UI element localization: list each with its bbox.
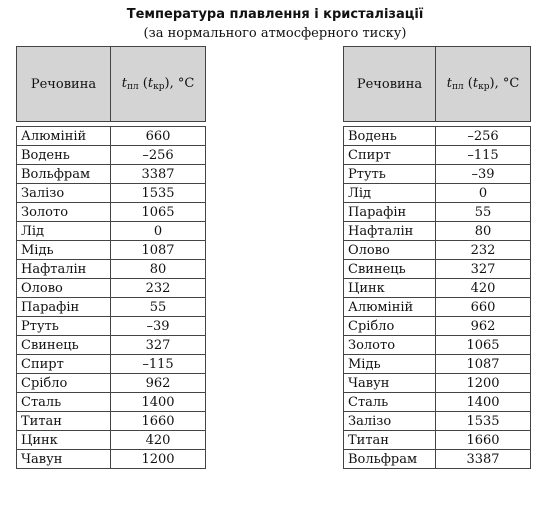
table-header-row — [17, 47, 206, 122]
temperature-cell: 1065 — [111, 203, 206, 222]
substance-cell: Нафталін — [17, 260, 111, 279]
substance-cell: Сталь — [344, 393, 436, 412]
temperature-cell: 1065 — [436, 336, 531, 355]
temperature-cell: –39 — [111, 317, 206, 336]
page-subtitle: (за нормального атмосферного тиску) — [143, 26, 407, 41]
substance-cell: Лід — [344, 184, 436, 203]
substance-cell: Вольфрам — [344, 450, 436, 469]
table-row — [17, 127, 206, 146]
melting-table-alphabetical — [16, 46, 206, 469]
table-row — [17, 336, 206, 355]
table-row — [17, 431, 206, 450]
temperature-cell: 1400 — [436, 393, 531, 412]
substance-cell: Вольфрам — [17, 165, 111, 184]
temperature-cell: 55 — [436, 203, 531, 222]
temperature-cell: 962 — [436, 317, 531, 336]
substance-cell: Парафін — [17, 298, 111, 317]
table-row — [344, 393, 531, 412]
table-body — [344, 127, 531, 469]
temperature-cell: 327 — [436, 260, 531, 279]
temperature-cell: 1660 — [111, 412, 206, 431]
table-row — [17, 260, 206, 279]
table-row — [344, 146, 531, 165]
column-header-temperature: $t_{пл}$ $(t_{кр})$, °C — [111, 47, 206, 122]
table-body — [17, 127, 206, 469]
table-row — [344, 203, 531, 222]
substance-cell: Золото — [344, 336, 436, 355]
substance-cell: Ртуть — [344, 165, 436, 184]
table-row — [17, 241, 206, 260]
substance-cell: Алюміній — [17, 127, 111, 146]
table-row — [344, 279, 531, 298]
substance-cell: Олово — [17, 279, 111, 298]
table-row — [17, 374, 206, 393]
table-row — [344, 336, 531, 355]
substance-cell: Титан — [344, 431, 436, 450]
temperature-cell: 1200 — [436, 374, 531, 393]
substance-cell: Цинк — [344, 279, 436, 298]
table-row — [344, 184, 531, 203]
temperature-cell: 420 — [111, 431, 206, 450]
temperature-cell: 1087 — [111, 241, 206, 260]
temperature-cell: 1400 — [111, 393, 206, 412]
substance-cell: Свинець — [344, 260, 436, 279]
table-row — [17, 393, 206, 412]
temperature-cell: –256 — [436, 127, 531, 146]
substance-cell: Титан — [17, 412, 111, 431]
temperature-cell: –256 — [111, 146, 206, 165]
table-row — [17, 222, 206, 241]
temperature-cell: 1535 — [111, 184, 206, 203]
column-header-substance: Речовина — [344, 47, 436, 122]
table-row — [344, 241, 531, 260]
temperature-cell: 80 — [436, 222, 531, 241]
substance-cell: Свинець — [17, 336, 111, 355]
temperature-cell: 420 — [436, 279, 531, 298]
temperature-cell: 55 — [111, 298, 206, 317]
table-row — [344, 298, 531, 317]
substance-cell: Ртуть — [17, 317, 111, 336]
table-row — [344, 260, 531, 279]
table-row — [17, 450, 206, 469]
substance-cell: Цинк — [17, 431, 111, 450]
temperature-cell: 962 — [111, 374, 206, 393]
table-row — [17, 184, 206, 203]
table-row — [344, 374, 531, 393]
temperature-cell: 1660 — [436, 431, 531, 450]
temperature-cell: –115 — [111, 355, 206, 374]
substance-cell: Спирт — [344, 146, 436, 165]
table-row — [344, 431, 531, 450]
temperature-cell: –115 — [436, 146, 531, 165]
table-row — [17, 412, 206, 431]
substance-cell: Залізо — [17, 184, 111, 203]
table-header-row — [344, 47, 531, 122]
substance-cell: Олово — [344, 241, 436, 260]
substance-cell: Лід — [17, 222, 111, 241]
temperature-cell: 327 — [111, 336, 206, 355]
temperature-cell: 660 — [111, 127, 206, 146]
substance-cell: Спирт — [17, 355, 111, 374]
table-row — [344, 412, 531, 431]
substance-cell: Мідь — [344, 355, 436, 374]
substance-cell: Срібло — [344, 317, 436, 336]
substance-cell: Мідь — [17, 241, 111, 260]
temperature-cell: 80 — [111, 260, 206, 279]
table-row — [344, 165, 531, 184]
substance-cell: Чавун — [344, 374, 436, 393]
substance-cell: Чавун — [17, 450, 111, 469]
page-title: Температура плавлення і кристалізації — [126, 7, 424, 22]
substance-cell: Сталь — [17, 393, 111, 412]
substance-cell: Водень — [17, 146, 111, 165]
temperature-cell: 3387 — [111, 165, 206, 184]
substance-cell: Залізо — [344, 412, 436, 431]
table-row — [17, 165, 206, 184]
column-header-substance: Речовина — [17, 47, 111, 122]
table-row — [344, 222, 531, 241]
substance-cell: Парафін — [344, 203, 436, 222]
temperature-cell: 3387 — [436, 450, 531, 469]
temperature-cell: 232 — [111, 279, 206, 298]
substance-cell: Водень — [344, 127, 436, 146]
temperature-cell: –39 — [436, 165, 531, 184]
table-row — [17, 146, 206, 165]
substance-cell: Нафталін — [344, 222, 436, 241]
table-row — [17, 279, 206, 298]
temperature-cell: 660 — [436, 298, 531, 317]
table-row — [17, 317, 206, 336]
melting-table-sorted — [343, 46, 531, 469]
table-row — [344, 317, 531, 336]
substance-cell: Срібло — [17, 374, 111, 393]
column-header-temperature: $t_{пл}$ $(t_{кр})$, °C — [436, 47, 531, 122]
temperature-cell: 1087 — [436, 355, 531, 374]
table-row — [344, 355, 531, 374]
table-row — [344, 450, 531, 469]
table-row — [17, 298, 206, 317]
substance-cell: Алюміній — [344, 298, 436, 317]
table-row — [344, 127, 531, 146]
temperature-cell: 1200 — [111, 450, 206, 469]
temperature-cell: 0 — [436, 184, 531, 203]
substance-cell: Золото — [17, 203, 111, 222]
table-row — [17, 203, 206, 222]
temperature-cell: 0 — [111, 222, 206, 241]
temperature-cell: 232 — [436, 241, 531, 260]
temperature-cell: 1535 — [436, 412, 531, 431]
table-row — [17, 355, 206, 374]
